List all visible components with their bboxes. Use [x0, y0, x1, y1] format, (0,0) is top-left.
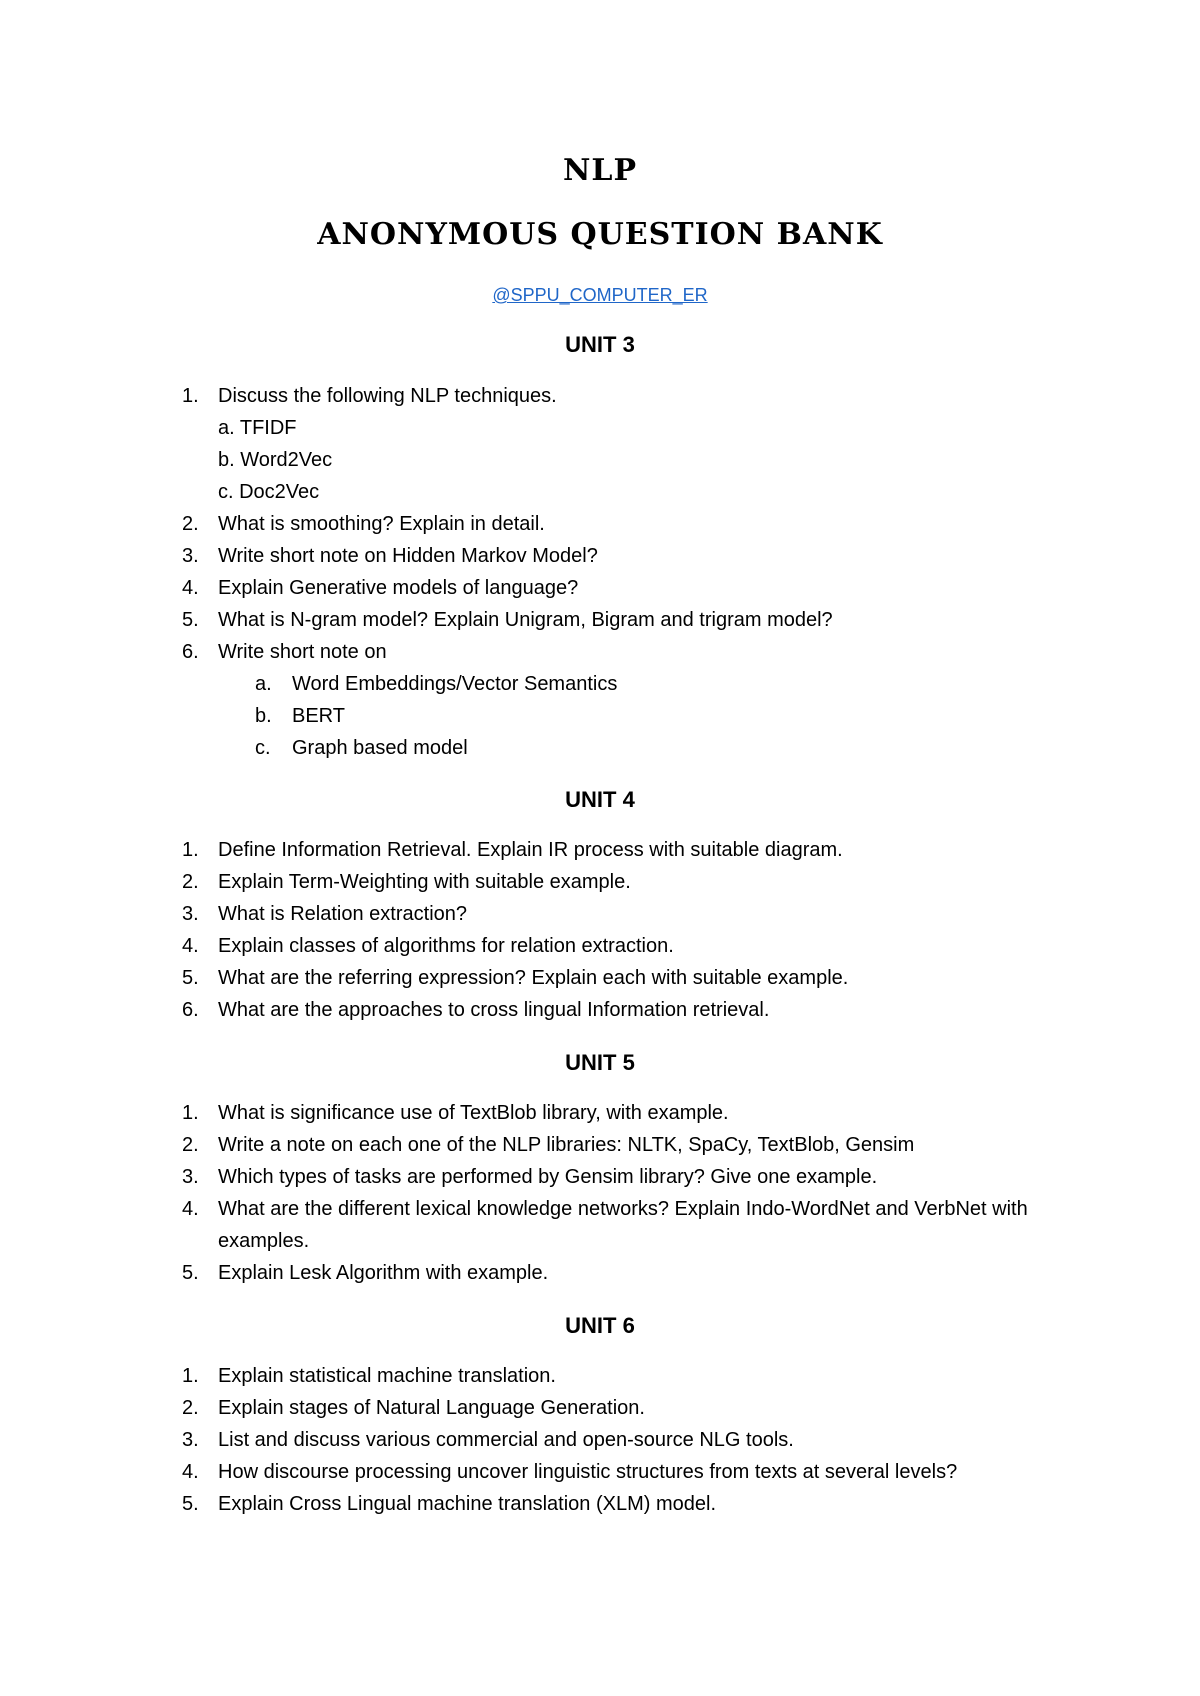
question-number: 4.	[182, 935, 199, 957]
sub-item: c. Doc2Vec	[218, 481, 320, 503]
question-text: What is N-gram model? Explain Unigram, Bigram and trigram model?	[218, 609, 833, 631]
question-item	[0, 604, 1048, 636]
sub-item	[0, 668, 1200, 700]
question-item	[0, 1129, 1048, 1161]
channel-handle-link[interactable]: @SPPU_COMPUTER_ER	[492, 285, 708, 305]
question-number: 4.	[182, 577, 199, 599]
question-item	[0, 540, 1048, 572]
question-item	[0, 1456, 1048, 1488]
question-text: Write short note on Hidden Markov Model?	[218, 545, 598, 567]
sub-item	[0, 700, 1200, 732]
question-item	[0, 1161, 1048, 1193]
question-item	[0, 898, 1048, 930]
question-item	[0, 508, 1048, 540]
question-text: Explain Term-Weighting with suitable example.	[218, 871, 631, 893]
question-text: Write short note on	[218, 641, 387, 663]
unit-6-question-list	[0, 1360, 1200, 1520]
question-item	[0, 636, 1048, 668]
question-number: 1.	[182, 1365, 199, 1387]
question-text: Explain Lesk Algorithm with example.	[218, 1262, 549, 1284]
question-text: What is smoothing? Explain in detail.	[218, 513, 545, 535]
question-text: Explain Generative models of language?	[218, 577, 579, 599]
question-text: How discourse processing uncover linguistic structures from texts at several levels?	[218, 1461, 958, 1483]
question-number: 6.	[182, 641, 199, 663]
question-number: 5.	[182, 609, 199, 631]
question-text: What are the different lexical knowledge networks? Explain Indo-WordNet and VerbNet with examples.	[218, 1198, 1028, 1252]
sub-item: b. Word2Vec	[218, 449, 333, 471]
question-number: 5.	[182, 1493, 199, 1515]
question-text: Explain Cross Lingual machine translation (XLM) model.	[218, 1493, 717, 1515]
question-item	[0, 1360, 1048, 1392]
question-item	[0, 1097, 1048, 1129]
sub-item: a. TFIDF	[218, 417, 297, 439]
question-text: What are the approaches to cross lingual Information retrieval.	[218, 999, 770, 1021]
question-number: 2.	[182, 1134, 199, 1156]
sub-item-text: Word Embeddings/Vector Semantics	[292, 673, 618, 695]
question-number: 4.	[182, 1198, 199, 1220]
question-item	[0, 930, 1048, 962]
question-item	[0, 834, 1048, 866]
question-text: Write a note on each one of the NLP libraries: NLTK, SpaCy, TextBlob, Gensim	[218, 1134, 915, 1156]
question-item	[0, 1257, 1048, 1289]
sub-item-text: BERT	[292, 705, 345, 727]
question-number: 4.	[182, 1461, 199, 1483]
question-number: 5.	[182, 967, 199, 989]
question-item	[0, 572, 1048, 604]
question-text: List and discuss various commercial and open-source NLG tools.	[218, 1429, 794, 1451]
question-number: 2.	[182, 513, 199, 535]
question-number: 5.	[182, 1262, 199, 1284]
question-number: 3.	[182, 545, 199, 567]
question-number: 3.	[182, 1429, 199, 1451]
question-number: 1.	[182, 839, 199, 861]
unit-6-heading: UNIT 6	[565, 1313, 635, 1338]
question-item	[0, 380, 1048, 412]
document-title: NLP	[562, 153, 638, 188]
sub-item-text: Graph based model	[292, 737, 468, 759]
question-text: Which types of tasks are performed by Gensim library? Give one example.	[218, 1166, 878, 1188]
question-text: Explain stages of Natural Language Generation.	[218, 1397, 645, 1419]
unit-4-heading: UNIT 4	[565, 787, 635, 812]
unit-5-heading: UNIT 5	[565, 1050, 635, 1075]
question-item	[0, 866, 1048, 898]
sub-item	[0, 732, 1200, 764]
unit-4-question-list	[0, 834, 1200, 1026]
unit-3-heading: UNIT 3	[565, 332, 635, 357]
unit-5-question-list	[0, 1097, 1200, 1289]
question-text: Explain statistical machine translation.	[218, 1365, 556, 1387]
question-text: Define Information Retrieval. Explain IR process with suitable diagram.	[218, 839, 843, 861]
question-number: 2.	[182, 1397, 199, 1419]
question-number: 2.	[182, 871, 199, 893]
question-item	[0, 962, 1048, 994]
question-item	[0, 1193, 1048, 1257]
question-text: Discuss the following NLP techniques.	[218, 385, 557, 407]
question-number: 1.	[182, 385, 199, 407]
sub-item-letter: c.	[255, 737, 271, 759]
question-number: 3.	[182, 903, 199, 925]
question-text: What are the referring expression? Explain each with suitable example.	[218, 967, 849, 989]
document-subtitle: ANONYMOUS QUESTION BANK	[317, 217, 883, 252]
question-number: 1.	[182, 1102, 199, 1124]
question-number: 6.	[182, 999, 199, 1021]
question-text: What is significance use of TextBlob library, with example.	[218, 1102, 729, 1124]
sub-item-letter: a.	[255, 673, 272, 695]
question-item	[0, 994, 1048, 1026]
question-number: 3.	[182, 1166, 199, 1188]
question-item	[0, 1392, 1048, 1424]
question-item	[0, 1488, 1048, 1520]
question-text: Explain classes of algorithms for relation extraction.	[218, 935, 674, 957]
sub-item-letter: b.	[255, 705, 272, 727]
unit-3-question-list	[0, 380, 1200, 764]
question-item	[0, 1424, 1048, 1456]
question-text: What is Relation extraction?	[218, 903, 468, 925]
